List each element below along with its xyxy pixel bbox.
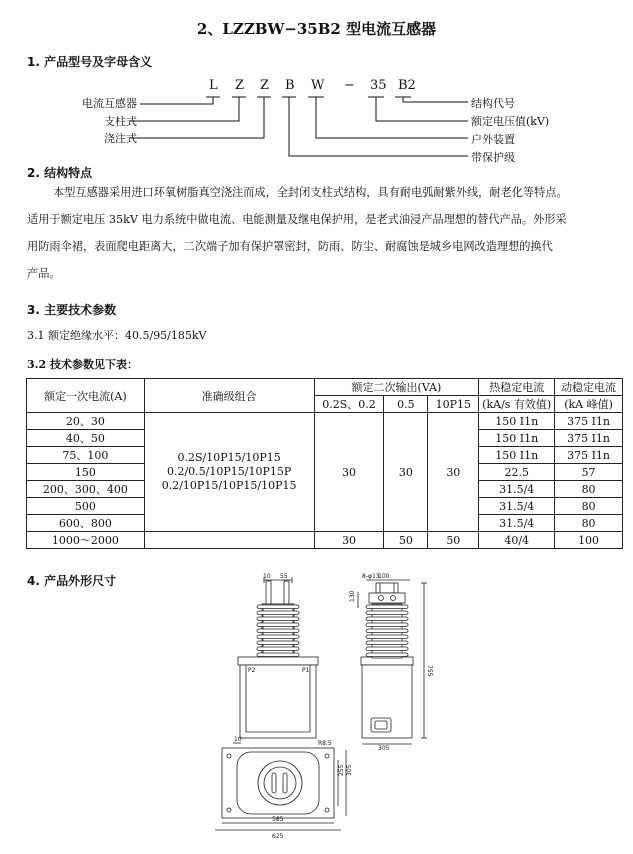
header-thermal-1: 热稳定电流 (479, 379, 555, 396)
label-current-transformer: 电流互感器 (82, 97, 137, 110)
dim-r85: R8.5 (318, 740, 332, 747)
dim-8phi13: 8-φ13 (362, 573, 380, 580)
dim-585: 585 (272, 816, 284, 823)
cell-primary: 500 (27, 498, 145, 515)
cell-dynamic: 375 I1n (555, 430, 623, 447)
cell-thermal: 150 I1n (479, 413, 555, 430)
insulator-shed (366, 605, 408, 609)
cell-primary: 200、300、400 (27, 481, 145, 498)
insulation-level: 3.1 额定绝缘水平：40.5/95/185kV (27, 329, 207, 342)
insulator-shed (366, 629, 408, 633)
dim-255: 255 (338, 764, 345, 776)
cell-dynamic: 375 I1n (555, 447, 623, 464)
letter-35: 35 (370, 78, 387, 93)
insulator-shed (366, 623, 408, 627)
cell-dynamic: 100 (555, 532, 623, 549)
cell-primary: 150 (27, 464, 145, 481)
header-sub-10p15: 10P15 (428, 396, 479, 413)
cell-thermal: 31.5/4 (479, 515, 555, 532)
table-intro: 3.2 技术参数见下表： (27, 358, 138, 371)
insulator-shed (366, 635, 408, 639)
insulator-shed (257, 647, 299, 651)
paragraph-line-4: 产品。 (27, 267, 61, 280)
header-dynamic-1: 动稳定电流 (555, 379, 623, 396)
insulator-shed (366, 617, 408, 621)
cell-primary: 40、50 (27, 430, 145, 447)
cell-thermal: 40/4 (479, 532, 555, 549)
cell-output-10p15: 50 (428, 532, 479, 549)
label-p2: P2 (248, 667, 256, 674)
letter-z2: Z (260, 78, 270, 93)
cell-output-10p15: 30 (428, 413, 479, 532)
section-1-heading: 1. 产品型号及字母含义 (27, 55, 153, 69)
dim-305-plan: 305 (346, 764, 353, 776)
label-protection-class: 带保护级 (471, 151, 515, 164)
section-4-heading: 4. 产品外形尺寸 (27, 574, 117, 588)
header-thermal-2: (kA/s 有效值) (479, 396, 555, 413)
letter-w: W (311, 78, 325, 93)
cell-thermal: 22.5 (479, 464, 555, 481)
header-sub-0.5: 0.5 (384, 396, 428, 413)
insulator-shed (366, 641, 408, 645)
dim-100: 100 (378, 573, 390, 580)
header-primary-current: 额定一次电流(A) (27, 379, 145, 413)
insulator-shed (257, 653, 299, 657)
cell-thermal: 150 I1n (479, 430, 555, 447)
label-structure-code: 结构代号 (471, 97, 515, 110)
cell-primary: 75、100 (27, 447, 145, 464)
insulator-shed (257, 641, 299, 645)
letter-l: L (209, 78, 218, 93)
page-title: 2、LZZBW−35B2 型电流互感器 (196, 20, 437, 38)
insulator-shed (366, 611, 408, 615)
dim-55: 55 (280, 573, 288, 580)
dim-305-side: 305 (378, 745, 390, 752)
accuracy-line: 0.2/0.5/10P15/10P15P (166, 465, 292, 478)
dim-130: 130 (349, 590, 356, 602)
cell-thermal: 31.5/4 (479, 481, 555, 498)
insulator-shed (257, 623, 299, 627)
letter-dash: − (344, 78, 355, 93)
section-2-heading: 2. 结构特点 (27, 166, 93, 180)
letter-b: B (285, 78, 295, 93)
cell-dynamic: 57 (555, 464, 623, 481)
insulator-shed (257, 629, 299, 633)
letter-b2: B2 (398, 78, 416, 93)
cell-dynamic: 375 I1n (555, 413, 623, 430)
cell-thermal: 31.5/4 (479, 498, 555, 515)
cell-primary: 1000～2000 (27, 532, 145, 549)
accuracy-line: 0.2S/10P15/10P15 (177, 451, 281, 464)
cell-output-0.2: 30 (314, 532, 384, 549)
dim-10-plan: 10 (234, 736, 242, 743)
cell-primary: 20、30 (27, 413, 145, 430)
cell-thermal: 150 I1n (479, 447, 555, 464)
label-post-type: 支柱式 (104, 115, 137, 128)
insulator-shed (257, 605, 299, 609)
insulator-shed (366, 653, 408, 657)
letter-z1: Z (235, 78, 245, 93)
insulator-shed (366, 647, 408, 651)
section-3-heading: 3. 主要技术参数 (27, 303, 117, 317)
header-sub-0.2s: 0.2S、0.2 (314, 396, 384, 413)
cell-dynamic: 80 (555, 481, 623, 498)
label-cast-type: 浇注式 (104, 132, 137, 145)
label-outdoor: 户外装置 (471, 133, 515, 146)
paragraph-line-3: 用防雨伞裙，表面爬电距离大，二次端子加有保护罩密封，防雨、防尘、耐腐蚀是城乡电网改造理想的换代 (27, 240, 553, 253)
cell-output-0.2: 30 (314, 413, 384, 532)
cell-output-0.5: 50 (384, 532, 428, 549)
cell-primary: 600、800 (27, 515, 145, 532)
insulator-shed (257, 635, 299, 639)
dim-10-top: 10 (263, 573, 271, 580)
header-dynamic-2: (kA 峰值) (555, 396, 623, 413)
header-secondary-output: 额定二次输出(VA) (314, 379, 479, 396)
paragraph-line-1: 本型互感器采用进口环氧树脂真空浇注而成，全封闭支柱式结构，具有耐电弧耐紫外线，耐老化等特点。 (53, 186, 568, 199)
dim-625: 625 (272, 833, 284, 840)
cell-output-0.5: 30 (384, 413, 428, 532)
accuracy-line: 0.2/10P15/10P15/10P15 (161, 479, 297, 492)
dim-755: 755 (426, 665, 433, 677)
paragraph-line-2: 适用于额定电压 35kV 电力系统中做电流、电能测量及继电保护用，是老式油浸产品理想的替代产品。外形采 (27, 213, 567, 226)
cell-dynamic: 80 (555, 498, 623, 515)
insulator-shed (257, 617, 299, 621)
label-p1: P1 (302, 667, 310, 674)
insulator-shed (257, 611, 299, 615)
header-accuracy: 准确级组合 (144, 379, 314, 413)
label-rated-voltage: 额定电压值(kV) (471, 115, 550, 128)
cell-dynamic: 80 (555, 515, 623, 532)
